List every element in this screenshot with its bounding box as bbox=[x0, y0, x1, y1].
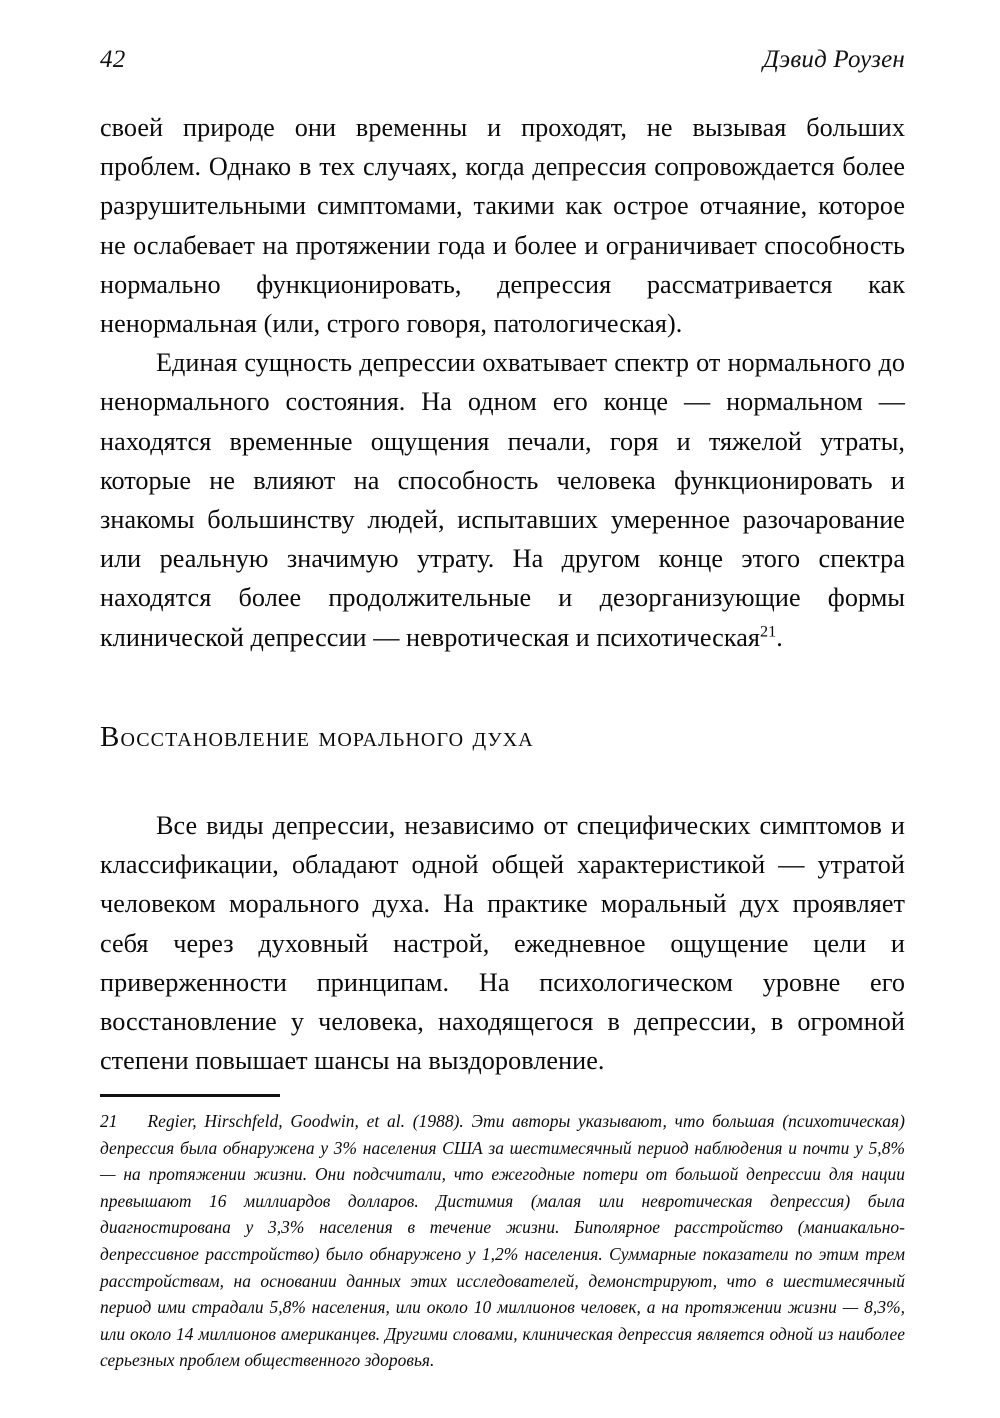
running-head-title: Дэвид Роузен bbox=[763, 46, 905, 73]
section-heading: Восстановление морального духа bbox=[100, 721, 534, 753]
footnote-reference-21[interactable]: 21 bbox=[759, 621, 777, 640]
footnote-area bbox=[100, 1094, 905, 1374]
paragraph-spectrum-text: Единая сущность депрессии охватывает спектр от нормального до ненормального состояния. На одном его конце — нормальном — находятся временные ощущения печали, горя и тяжелой утраты, которые не влияют на способность человека функционировать и знакомы большинству людей, испытавших умеренное разочарование или реальную значимую утрату. На другом конце этого спектра находятся более продолжительные и дезорганизующие формы клинической депрессии — невротическая и психотическая bbox=[100, 348, 905, 652]
paragraph-spectrum-period: . bbox=[776, 622, 783, 652]
body-text-lower bbox=[100, 806, 905, 1080]
page-number: 42 bbox=[100, 46, 126, 73]
paragraph-continuation: своей природе они временны и проходят, не вызывая больших проблем. Однако в тех случаях, когда депрессия сопровождается более разрушительными симптомами, такими как острое отчаяние, которое не ослабевает на протяжении года и более и ограничивает способность нормально функционировать, депрессия рассматривается как ненормальная (или, строго говоря, патологическая). bbox=[100, 113, 905, 339]
footnote-separator-rule bbox=[100, 1094, 280, 1097]
paragraph-spectrum bbox=[100, 343, 905, 657]
footnote-21 bbox=[100, 1108, 905, 1374]
running-head bbox=[100, 46, 905, 80]
paragraph-morale: Все виды депрессии, независимо от специфических симптомов и классификации, обладают одной общей характеристикой — утратой человеком морального духа. На практике моральный дух проявляет себя через духовный настрой, ежедневное ощущение цели и приверженности принципам. На психологическом уровне его восстановление у человека, находящегося в депрессии, в огромной степени повышает шансы на выздоровление. bbox=[100, 811, 905, 1076]
body-text-upper bbox=[100, 108, 905, 657]
footnote-text: Regier, Hirschfeld, Goodwin, et al. (1988). Эти авторы указывают, что большая (психотическая) депрессия была обнаружена у 3% населения США за шестимесячный период наблюдения и почти у 5,8% — на протяжении жизни. Они подсчитали, что ежегодные потери от большой депрессии для нации превышают 16 миллиардов долларов. Дистимия (малая или невротическая депрессия) была диагностирована у 3,3% населения в течение жизни. Биполярное расстройство (маниакально-депрессивное расстройство) было обнаружено у 1,2% населения. Суммарные показатели по этим трем расстройствам, на основании данных этих исследователей, демонстрируют, что в шестимесячный период ими страдали 5,8% населения, или около 10 миллионов человек, а на протяжении жизни — 8,3%, или около 14 миллионов американцев. Другими словами, клиническая депрессия является одной из наиболее серьезных проблем общественного здоровья. bbox=[100, 1111, 905, 1371]
footnote-number: 21 bbox=[100, 1111, 118, 1131]
section-heading-wrap bbox=[100, 719, 905, 755]
